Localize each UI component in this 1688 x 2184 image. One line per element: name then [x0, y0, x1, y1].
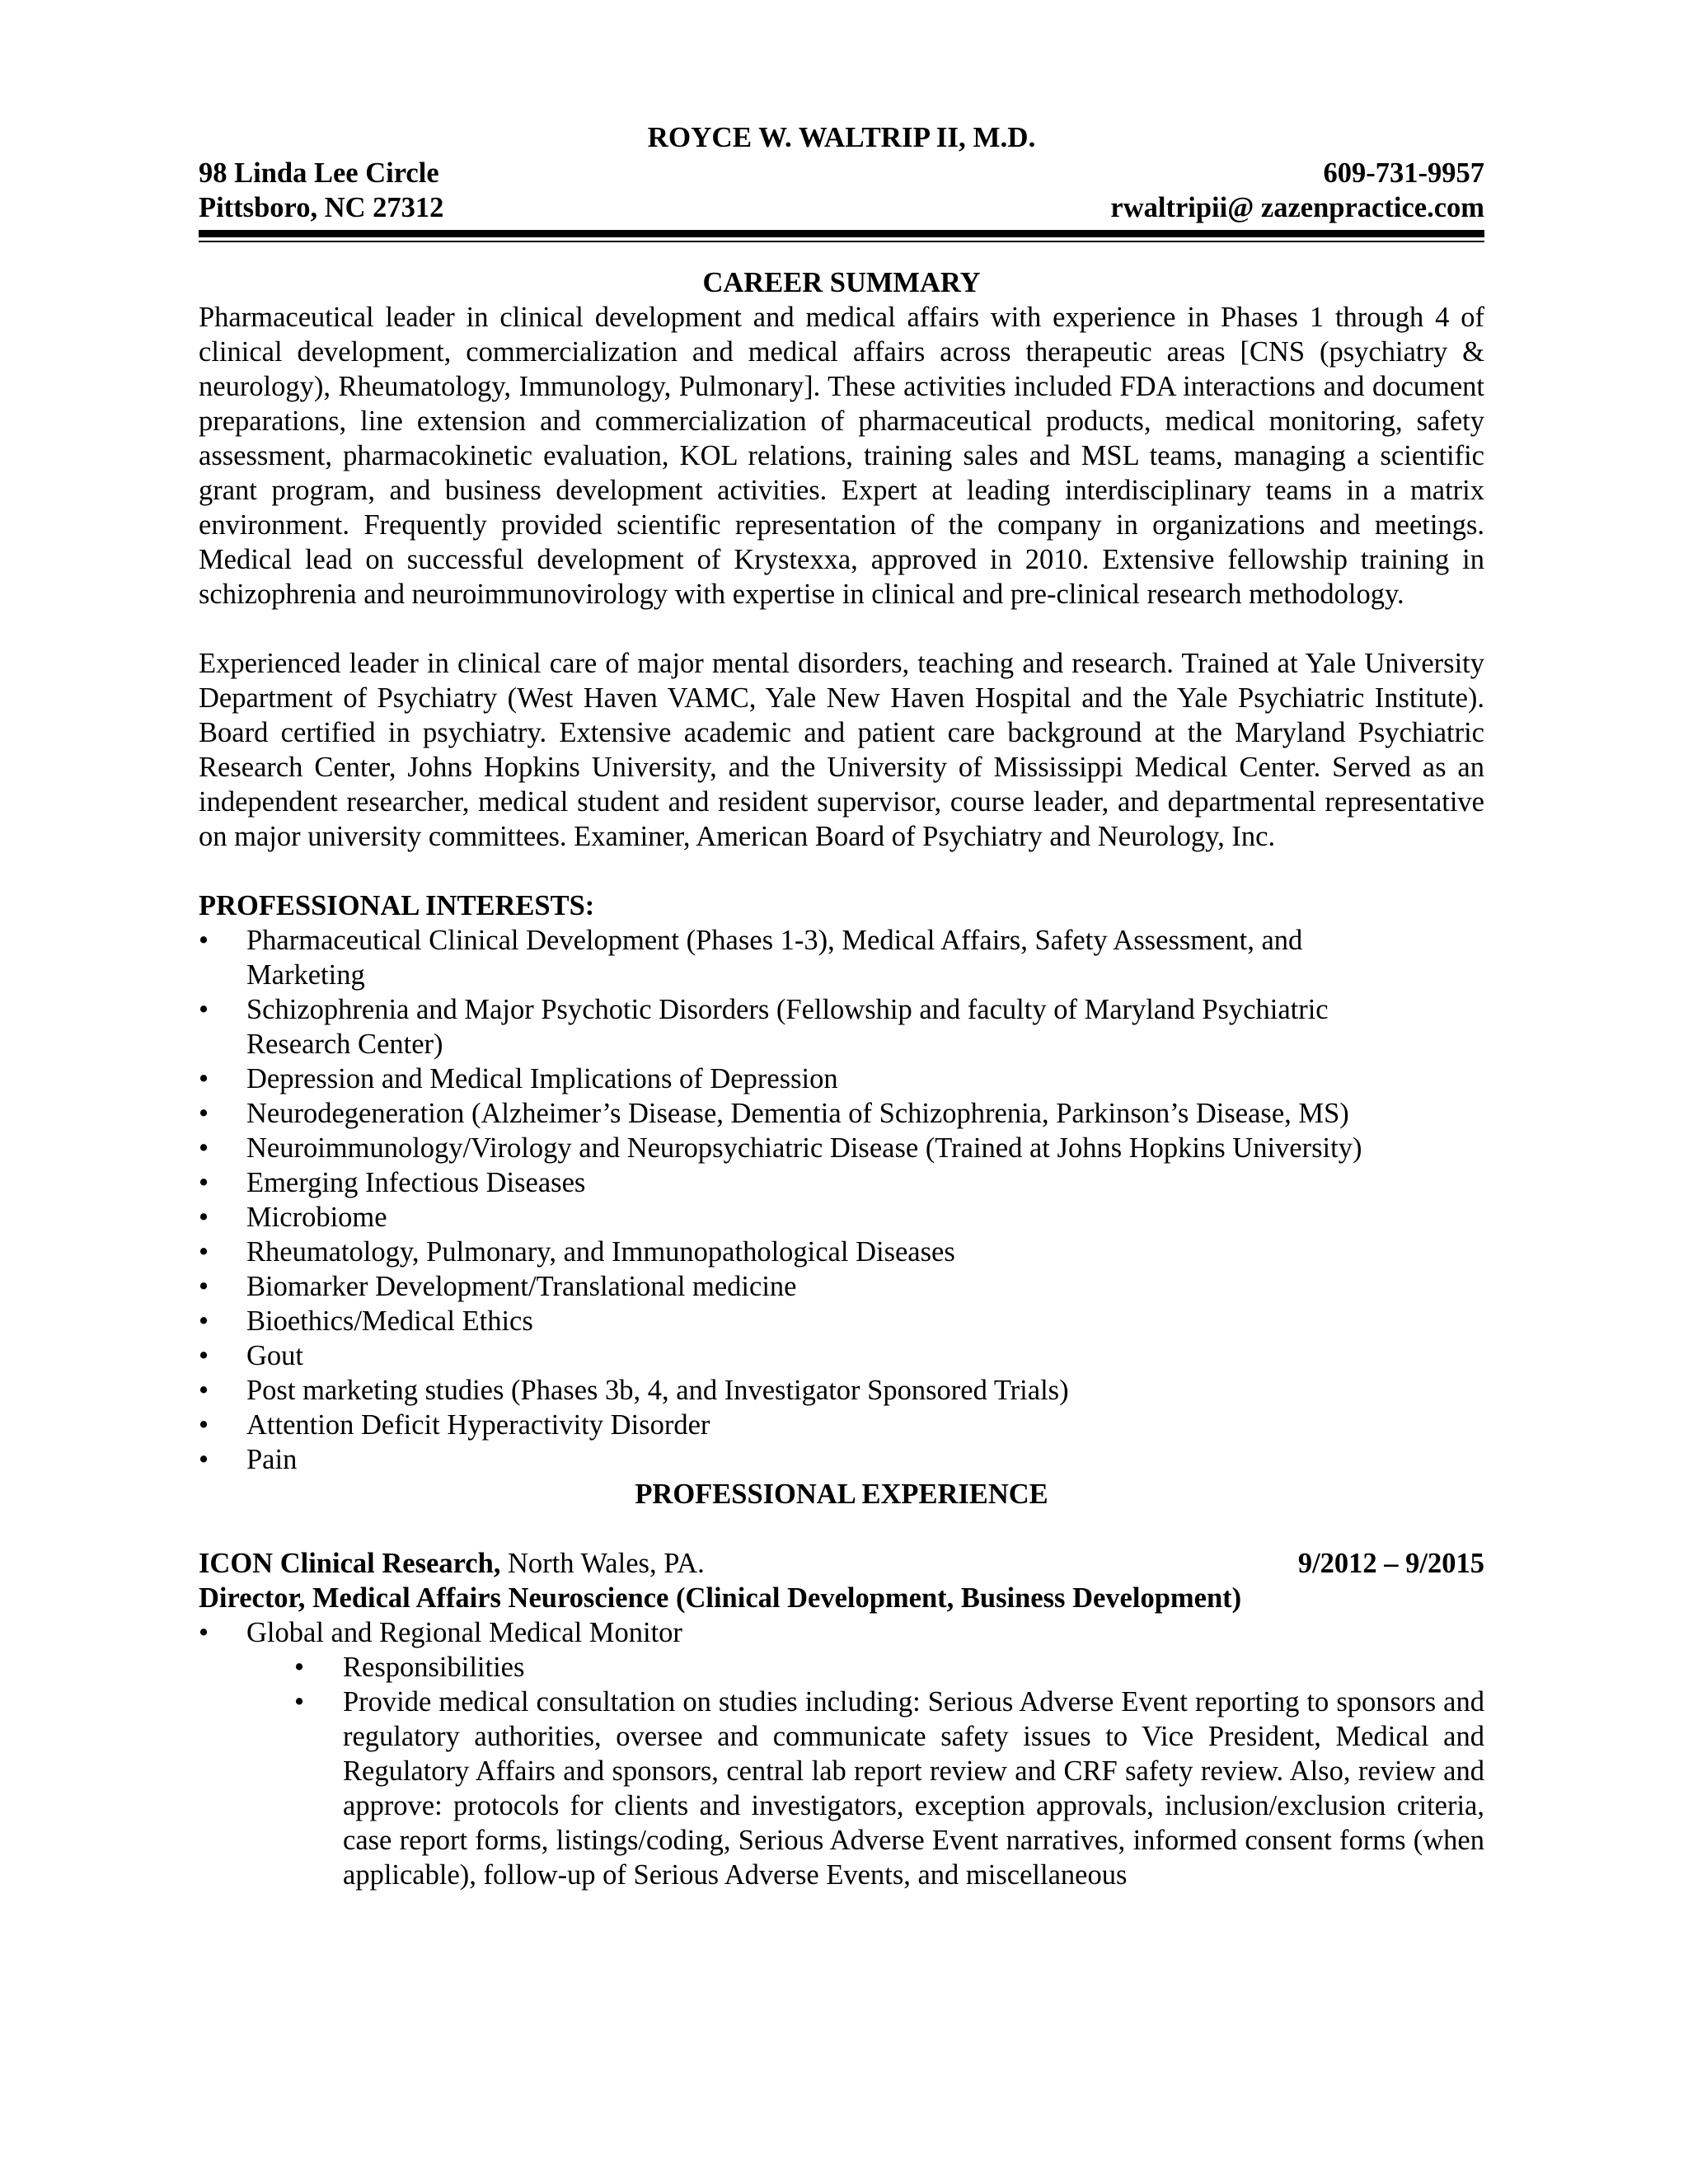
interest-item	[199, 1442, 1417, 1477]
professional-interests-list	[199, 923, 1484, 1477]
bullet-icon: •	[199, 1132, 209, 1164]
career-summary-paragraph-1: Pharmaceutical leader in clinical development and medical affairs with experience in Phases 1 through 4 of clinical development, commercialization and medical affairs across therapeutic areas [CNS (psychiatry & neurology), Rheumatology, Immunology, Pulmonary]. These activities included FDA interactions and document preparations, line extension and commercialization of pharmaceutical products, medical monitoring, safety assessment, pharmacokinetic evaluation, KOL relations, training sales and MSL teams, managing a scientific grant program, and business development activities. Expert at leading interdisciplinary teams in a matrix environment. Frequently provided scientific representation of the company in organizations and meetings. Medical lead on successful development of Krystexxa, approved in 2010. Extensive fellowship training in schizophrenia and neuroimmunovirology with expertise in clinical and pre-clinical research methodology.	[199, 302, 1484, 610]
interest-item	[199, 1131, 1417, 1165]
interest-item	[199, 1165, 1417, 1200]
employer-line	[199, 1546, 705, 1581]
bullet-icon: •	[199, 994, 209, 1025]
employer-location: North Wales, PA.	[500, 1548, 705, 1579]
bullet-icon: •	[199, 1063, 209, 1094]
address-line-2: Pittsboro, NC 27312	[199, 192, 444, 223]
header-divider-thin	[199, 241, 1484, 242]
interest-item	[199, 1373, 1417, 1408]
contact-row-2	[199, 190, 1484, 225]
responsibility-item	[246, 1685, 1484, 1892]
interest-text: Neurodegeneration (Alzheimer’s Disease, Dementia of Schizophrenia, Parkinson’s Disease, MS)	[246, 1098, 1349, 1129]
interest-text: Bioethics/Medical Ethics	[246, 1305, 533, 1337]
job-role-text: Global and Regional Medical Monitor	[246, 1617, 682, 1648]
employer-name: ICON Clinical Research,	[199, 1548, 501, 1579]
job-role-item	[199, 1615, 1484, 1892]
interest-text: Gout	[246, 1340, 303, 1371]
interest-item	[199, 1235, 1417, 1269]
responsibility-text: Provide medical consultation on studies including: Serious Adverse Event reporting to sponsors and regulatory authorities, oversee and communicate safety issues to Vice President, Medical and Regulatory Affairs and sponsors, central lab report review and CRF safety review. Also, review and approve: protocols for clients and investigators, exception approvals, inclusion/exclusion criteria, case report forms, listings/coding, Serious Adverse Event narratives, informed consent forms (when applicable), follow-up of Serious Adverse Events, and miscellaneous	[343, 1686, 1484, 1891]
bullet-icon: •	[199, 1617, 209, 1648]
interest-item	[199, 1096, 1417, 1131]
email-address[interactable]: rwaltripii@ zazenpractice.com	[1110, 192, 1484, 223]
interest-text: Schizophrenia and Major Psychotic Disorders (Fellowship and faculty of Maryland Psychiatric Research Center)	[246, 994, 1329, 1060]
interest-text: Attention Deficit Hyperactivity Disorder	[246, 1409, 710, 1441]
interest-text: Biomarker Development/Translational medicine	[246, 1271, 797, 1302]
bullet-icon: •	[199, 1202, 209, 1233]
interest-text: Microbiome	[246, 1202, 387, 1233]
interest-text: Depression and Medical Implications of Depression	[246, 1063, 838, 1094]
bullet-icon: •	[199, 1409, 209, 1441]
interest-item	[199, 923, 1417, 992]
interest-text: Rheumatology, Pulmonary, and Immunopathological Diseases	[246, 1236, 955, 1268]
responsibility-text: Responsibilities	[343, 1652, 525, 1683]
bullet-icon: •	[294, 1652, 305, 1683]
career-summary-heading: CAREER SUMMARY	[702, 267, 981, 298]
professional-interests-heading: PROFESSIONAL INTERESTS:	[199, 890, 595, 921]
job-responsibilities-list	[246, 1650, 1484, 1892]
responsibility-item	[246, 1650, 1484, 1685]
professional-experience-heading: PROFESSIONAL EXPERIENCE	[635, 1479, 1048, 1510]
bullet-icon: •	[199, 1340, 209, 1371]
interest-text: Neuroimmunology/Virology and Neuropsychiatric Disease (Trained at Johns Hopkins University)	[246, 1132, 1362, 1164]
bullet-icon: •	[199, 1444, 209, 1475]
bullet-icon: •	[199, 1271, 209, 1302]
interest-text: Pain	[246, 1444, 298, 1475]
interest-item	[199, 1338, 1417, 1373]
header-divider-thick	[199, 230, 1484, 237]
resume-content	[199, 120, 1484, 1892]
bullet-icon: •	[199, 1305, 209, 1337]
interest-item	[199, 992, 1417, 1062]
interest-item	[199, 1200, 1417, 1235]
bullet-icon: •	[199, 1167, 209, 1198]
bullet-icon: •	[199, 925, 209, 956]
interest-item	[199, 1408, 1417, 1442]
job-dates: 9/2012 – 9/2015	[1297, 1548, 1484, 1579]
job-header-row	[199, 1546, 1484, 1581]
candidate-name: ROYCE W. WALTRIP II, M.D.	[647, 121, 1036, 153]
interest-item	[199, 1269, 1417, 1304]
interest-text: Post marketing studies (Phases 3b, 4, and Investigator Sponsored Trials)	[246, 1375, 1069, 1406]
interest-item	[199, 1304, 1417, 1338]
interest-text: Emerging Infectious Diseases	[246, 1167, 586, 1198]
bullet-icon: •	[199, 1236, 209, 1268]
job-title: Director, Medical Affairs Neuroscience (Clinical Development, Business Development)	[199, 1582, 1242, 1614]
address-line-1: 98 Linda Lee Circle	[199, 157, 439, 189]
interest-text: Pharmaceutical Clinical Development (Phases 1-3), Medical Affairs, Safety Assessment, and Marketing	[246, 925, 1303, 991]
bullet-icon: •	[199, 1098, 209, 1129]
interest-item	[199, 1062, 1417, 1096]
career-summary-paragraph-2: Experienced leader in clinical care of major mental disorders, teaching and research. Trained at Yale University Department of Psychiatry (West Haven VAMC, Yale New Haven Hospital and the Yale Psychiatric Institute). Board certified in psychiatry. Extensive academic and patient care background at the Maryland Psychiatric Research Center, Johns Hopkins University, and the University of Mississippi Medical Center. Served as an independent researcher, medical student and resident supervisor, course leader, and departmental representative on major university committees. Examiner, American Board of Psychiatry and Neurology, Inc.	[199, 648, 1484, 852]
job-role-list	[199, 1615, 1484, 1892]
contact-row-1	[199, 156, 1484, 190]
phone-number: 609-731-9957	[1323, 157, 1484, 189]
bullet-icon: •	[294, 1686, 305, 1718]
bullet-icon: •	[199, 1375, 209, 1406]
